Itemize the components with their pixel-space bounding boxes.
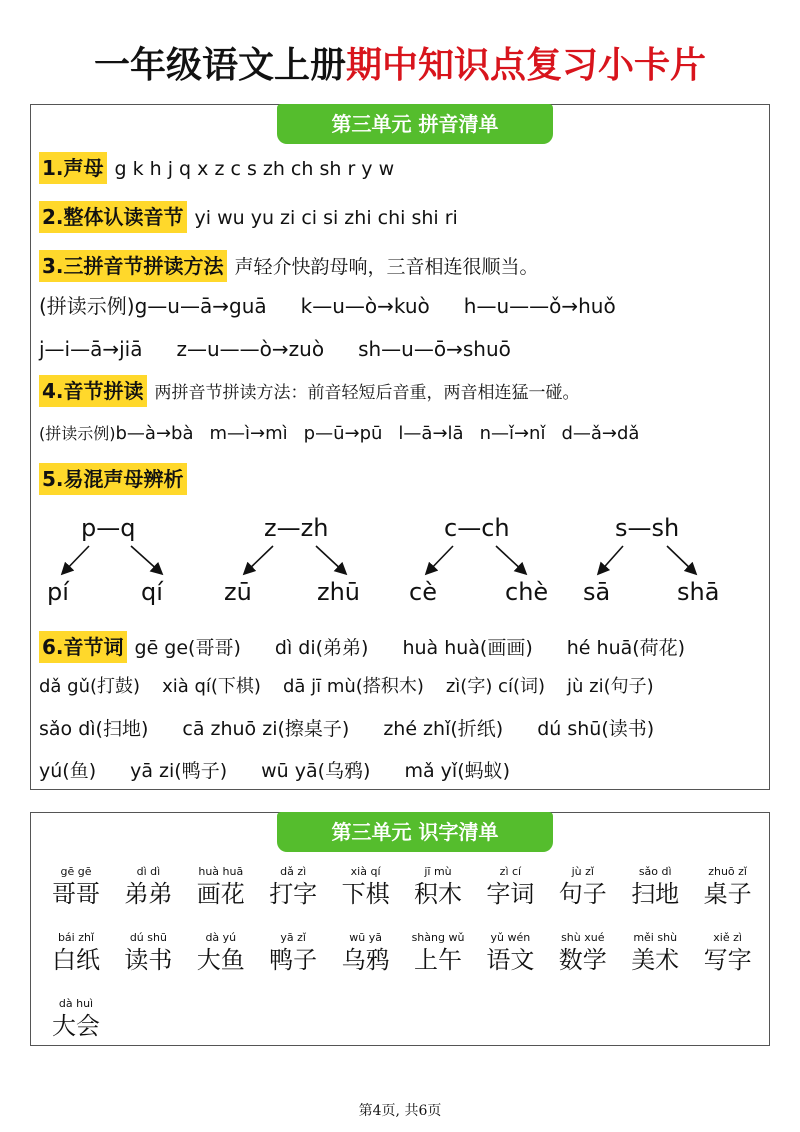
section-syllable-words <box>39 631 685 663</box>
word-pinyin: jù zǐ <box>571 865 594 878</box>
word-pinyin: dì dì <box>136 865 161 878</box>
example-label: (拼读示例) <box>39 294 135 318</box>
word-hanzi: 积木 <box>414 880 462 908</box>
word-hanzi: 字词 <box>486 880 535 908</box>
word-card <box>329 865 403 909</box>
word-pinyin: dú shū <box>129 931 167 944</box>
word-pinyin: bái zhǐ <box>57 931 95 944</box>
word-hanzi: 画花 <box>196 880 245 908</box>
example: d—ǎ→dǎ <box>561 423 640 444</box>
word: yā zi(鸭子) <box>130 760 228 782</box>
word: huà huà(画画) <box>402 637 533 659</box>
word-pinyin: sǎo dì <box>638 865 672 878</box>
word: dú shū(读书) <box>537 718 655 740</box>
word: yú(鱼) <box>39 760 97 782</box>
example: h—u——ǒ→huǒ <box>463 294 616 318</box>
word-pinyin: xià qí <box>350 865 381 878</box>
word: wū yā(乌鸦) <box>261 760 371 782</box>
word-pinyin: shàng wǔ <box>411 931 465 944</box>
example: j—i—ā→jiā <box>39 337 143 361</box>
arrow-left <box>427 546 453 573</box>
word-pinyin: yǔ wén <box>490 931 531 944</box>
word-pinyin: dà yú <box>205 931 237 944</box>
pinyin-banner: 第三单元 拼音清单 <box>277 104 553 144</box>
pair-right: qí <box>141 578 163 606</box>
word: mǎ yǐ(蚂蚁) <box>404 760 511 782</box>
word-card <box>256 931 330 975</box>
pair-left: cè <box>409 578 437 606</box>
pair-left: zū <box>224 578 252 606</box>
word-card <box>39 997 113 1041</box>
syllable-words-line-4 <box>39 756 510 786</box>
word-pinyin: dǎ zì <box>280 865 307 878</box>
word-card <box>39 865 113 909</box>
section-heading: 3.三拼音节拼读方法 <box>39 250 227 282</box>
word-pinyin: měi shù <box>633 931 678 944</box>
word-hanzi: 桌子 <box>703 880 752 908</box>
two-part-rule: 两拼音节拼读方法：前音轻短后音重，两音相连猛一碰。 <box>154 383 580 403</box>
example: z—u——ò→zuò <box>176 337 325 361</box>
arrow-right <box>667 546 695 573</box>
word-pinyin: xiě zì <box>713 931 742 944</box>
word: zì(字) cí(词) <box>445 676 546 697</box>
word-card <box>401 865 475 909</box>
word-hanzi: 扫地 <box>631 880 680 908</box>
arrow-right <box>316 546 345 573</box>
section-heading: 4.音节拼读 <box>39 375 147 407</box>
word-card <box>473 865 547 909</box>
word: sǎo dì(扫地) <box>39 718 149 740</box>
pair-left: sā <box>583 578 611 606</box>
word-pinyin: dà huì <box>58 997 94 1010</box>
pair-label: c—ch <box>444 514 510 542</box>
word-hanzi: 语文 <box>486 946 535 974</box>
section-heading: 6.音节词 <box>39 631 127 663</box>
word-pinyin: jī mù <box>424 865 452 878</box>
word-card <box>184 865 258 909</box>
word-card <box>111 865 185 909</box>
pair-label: s—sh <box>615 514 680 542</box>
whole-syllables-list: yi wu yu zi ci si zhi chi shi ri <box>194 207 458 229</box>
title-black: 一年级语文上册 <box>93 44 346 86</box>
word-pinyin: zì cí <box>499 865 522 878</box>
word-card <box>546 931 620 975</box>
pair-right: chè <box>505 578 549 606</box>
arrow-left <box>63 546 89 573</box>
arrow-right <box>131 546 161 573</box>
page-title <box>0 40 800 90</box>
example: sh—u—ō→shuō <box>358 337 511 361</box>
characters-banner: 第三单元 识字清单 <box>277 812 553 852</box>
pair-label: p—q <box>81 514 136 542</box>
word-hanzi: 下棋 <box>341 880 390 908</box>
word-hanzi: 打字 <box>269 880 318 908</box>
example-label: (拼读示例) <box>39 424 116 443</box>
word: dǎ gǔ(打鼓) <box>39 676 141 697</box>
syllable-words-line-3 <box>39 714 654 744</box>
word-hanzi: 美术 <box>631 946 680 974</box>
word-pinyin: gē gē <box>60 865 92 878</box>
pair-label: z—zh <box>264 514 329 542</box>
word-card <box>691 931 765 975</box>
word-card <box>184 931 258 975</box>
characters-card <box>30 812 770 1046</box>
pinyin-card <box>30 104 770 790</box>
word-card <box>546 865 620 909</box>
pair-right: zhū <box>317 578 361 606</box>
word-card <box>473 931 547 975</box>
word-card <box>618 865 692 909</box>
three-part-rule: 声轻介快韵母响，三音相连很顺当。 <box>234 256 539 278</box>
example: l—ā→lā <box>398 423 464 444</box>
example: m—ì→mì <box>209 423 288 444</box>
pair-left: pí <box>47 578 69 606</box>
word-card <box>256 865 330 909</box>
example: k—u—ò→kuò <box>300 294 430 318</box>
word-pinyin: wū yā <box>349 931 382 944</box>
word-pinyin: yā zǐ <box>280 931 306 944</box>
word: jù zi(句子) <box>567 676 654 697</box>
arrow-left <box>245 546 273 573</box>
word-hanzi: 句子 <box>558 880 607 908</box>
word-card <box>691 865 765 909</box>
word-hanzi: 读书 <box>124 946 173 974</box>
title-red: 期中知识点复习小卡片 <box>346 44 707 86</box>
word-hanzi: 弟弟 <box>124 880 173 908</box>
example: b—à→bà <box>115 423 194 444</box>
initials-list: g k h j q x z c s zh ch sh r y w <box>114 158 395 180</box>
word-pinyin: huà huā <box>198 865 244 878</box>
word-card <box>618 931 692 975</box>
word-card <box>111 931 185 975</box>
word-hanzi: 白纸 <box>52 946 100 974</box>
word: hé huā(荷花) <box>566 637 686 659</box>
word: xià qí(下棋) <box>162 676 261 697</box>
word-hanzi: 上午 <box>414 946 462 974</box>
word-hanzi: 鸭子 <box>269 946 318 974</box>
word: gē ge(哥哥) <box>134 637 241 659</box>
word: zhé zhǐ(折纸) <box>383 718 504 740</box>
word-pinyin: shù xué <box>561 931 605 944</box>
arrow-left <box>599 546 623 573</box>
section-heading: 1.声母 <box>39 152 107 184</box>
arrow-right <box>496 546 525 573</box>
example: p—ū→pū <box>303 423 383 444</box>
word-card <box>401 931 475 975</box>
word-card <box>329 931 403 975</box>
section-heading: 2.整体认读音节 <box>39 201 187 233</box>
word: cā zhuō zi(擦桌子) <box>182 718 350 740</box>
pair-right: shā <box>677 578 720 606</box>
word-hanzi: 大会 <box>52 1012 100 1040</box>
example: n—ǐ→nǐ <box>479 423 546 444</box>
word: dì di(弟弟) <box>274 637 369 659</box>
section-heading: 5.易混声母辨析 <box>39 463 187 495</box>
word-hanzi: 大鱼 <box>196 946 245 974</box>
word-hanzi: 数学 <box>558 946 607 974</box>
word-hanzi: 写字 <box>703 946 752 974</box>
example: g—u—ā→guā <box>134 294 267 318</box>
page-footer: 第4页, 共6页 <box>358 1103 442 1119</box>
syllable-words-line-2 <box>39 672 654 702</box>
word-pinyin: zhuō zǐ <box>708 865 747 878</box>
word-hanzi: 哥哥 <box>52 880 100 908</box>
word-card <box>39 931 113 975</box>
word: dā jī mù(搭积木) <box>282 676 424 697</box>
word-hanzi: 乌鸦 <box>341 946 390 974</box>
